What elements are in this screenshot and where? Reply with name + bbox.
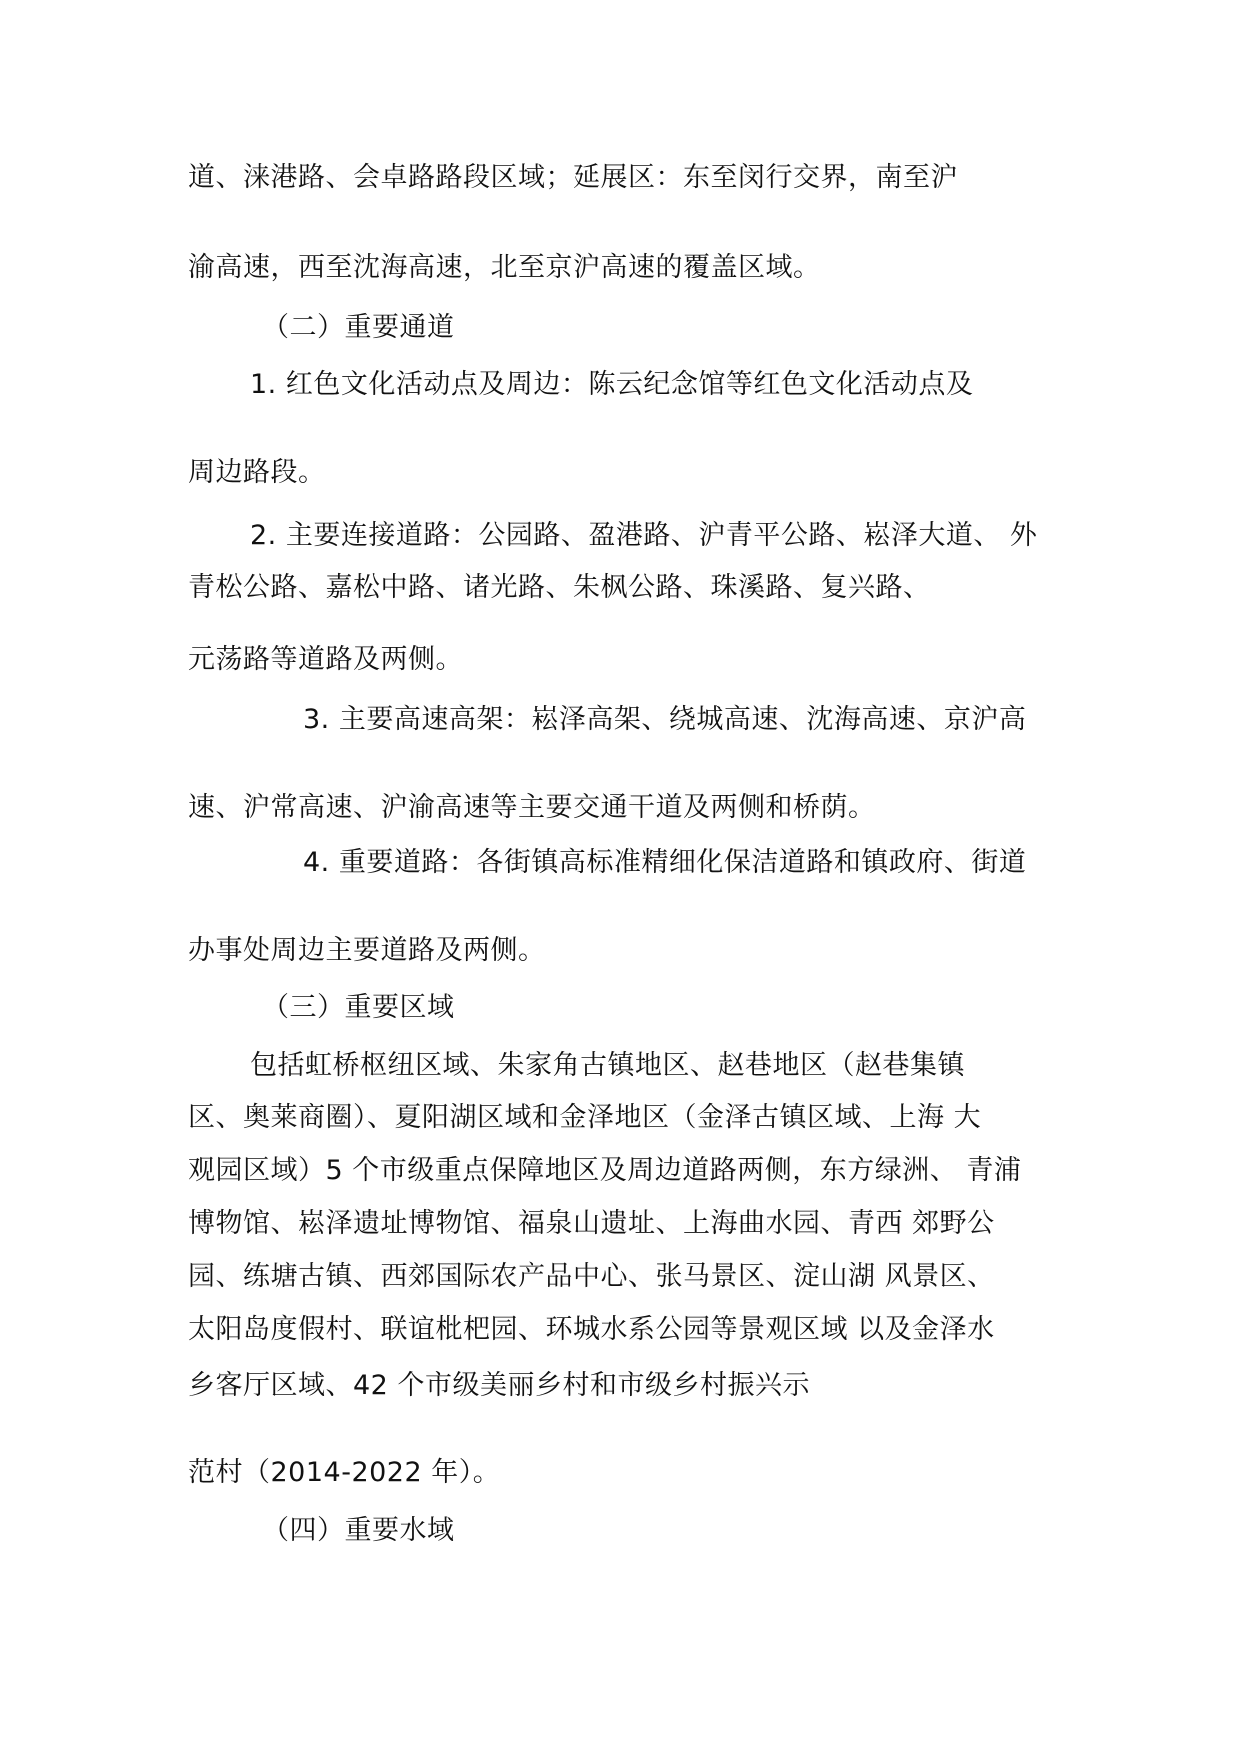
section-heading: （四）重要水域 bbox=[262, 1515, 455, 1546]
list-item-line: 3. 主要高速高架：崧泽高架、绕城高速、沈海高速、京沪高 bbox=[303, 704, 1027, 735]
section-heading: （二）重要通道 bbox=[262, 312, 455, 343]
paragraph-line: 范村（2014-2022 年）。 bbox=[188, 1457, 501, 1488]
paragraph-line: 乡客厅区域、42 个市级美丽乡村和市级乡村振兴示 bbox=[188, 1370, 810, 1401]
paragraph-line: 区、奥莱商圈）、夏阳湖区域和金泽地区（金泽古镇区域、上海 大 bbox=[188, 1102, 982, 1133]
list-item-line: 2. 主要连接道路：公园路、盈港路、沪青平公路、崧泽大道、 外 bbox=[250, 520, 1038, 551]
paragraph-line: 渝高速，西至沈海高速，北至京沪高速的覆盖区域。 bbox=[188, 252, 821, 283]
paragraph-line: 园、练塘古镇、西郊国际农产品中心、张马景区、淀山湖 风景区、 bbox=[188, 1261, 995, 1292]
paragraph-line: 青松公路、嘉松中路、诸光路、朱枫公路、珠溪路、复兴路、 bbox=[188, 572, 931, 603]
paragraph-line: 道、涞港路、会卓路路段区域；延展区：东至闵行交界，南至沪 bbox=[188, 162, 958, 193]
list-item-line: 4. 重要道路：各街镇高标准精细化保洁道路和镇政府、街道 bbox=[303, 847, 1027, 878]
paragraph-line: 速、沪常高速、沪渝高速等主要交通干道及两侧和桥荫。 bbox=[188, 792, 876, 823]
paragraph-line: 博物馆、崧泽遗址博物馆、福泉山遗址、上海曲水园、青西 郊野公 bbox=[188, 1208, 995, 1239]
paragraph-line: 观园区域）5 个市级重点保障地区及周边道路两侧，东方绿洲、 青浦 bbox=[188, 1155, 1022, 1186]
list-item-line: 1. 红色文化活动点及周边：陈云纪念馆等红色文化活动点及 bbox=[250, 369, 974, 400]
paragraph-line: 太阳岛度假村、联谊枇杷园、环城水系公园等景观区域 以及金泽水 bbox=[188, 1314, 995, 1345]
section-heading: （三）重要区域 bbox=[262, 992, 455, 1023]
paragraph-line: 周边路段。 bbox=[188, 457, 326, 488]
paragraph-line: 包括虹桥枢纽区域、朱家角古镇地区、赵巷地区（赵巷集镇 bbox=[250, 1050, 965, 1081]
paragraph-line: 元荡路等道路及两侧。 bbox=[188, 644, 463, 675]
paragraph-line: 办事处周边主要道路及两侧。 bbox=[188, 935, 546, 966]
